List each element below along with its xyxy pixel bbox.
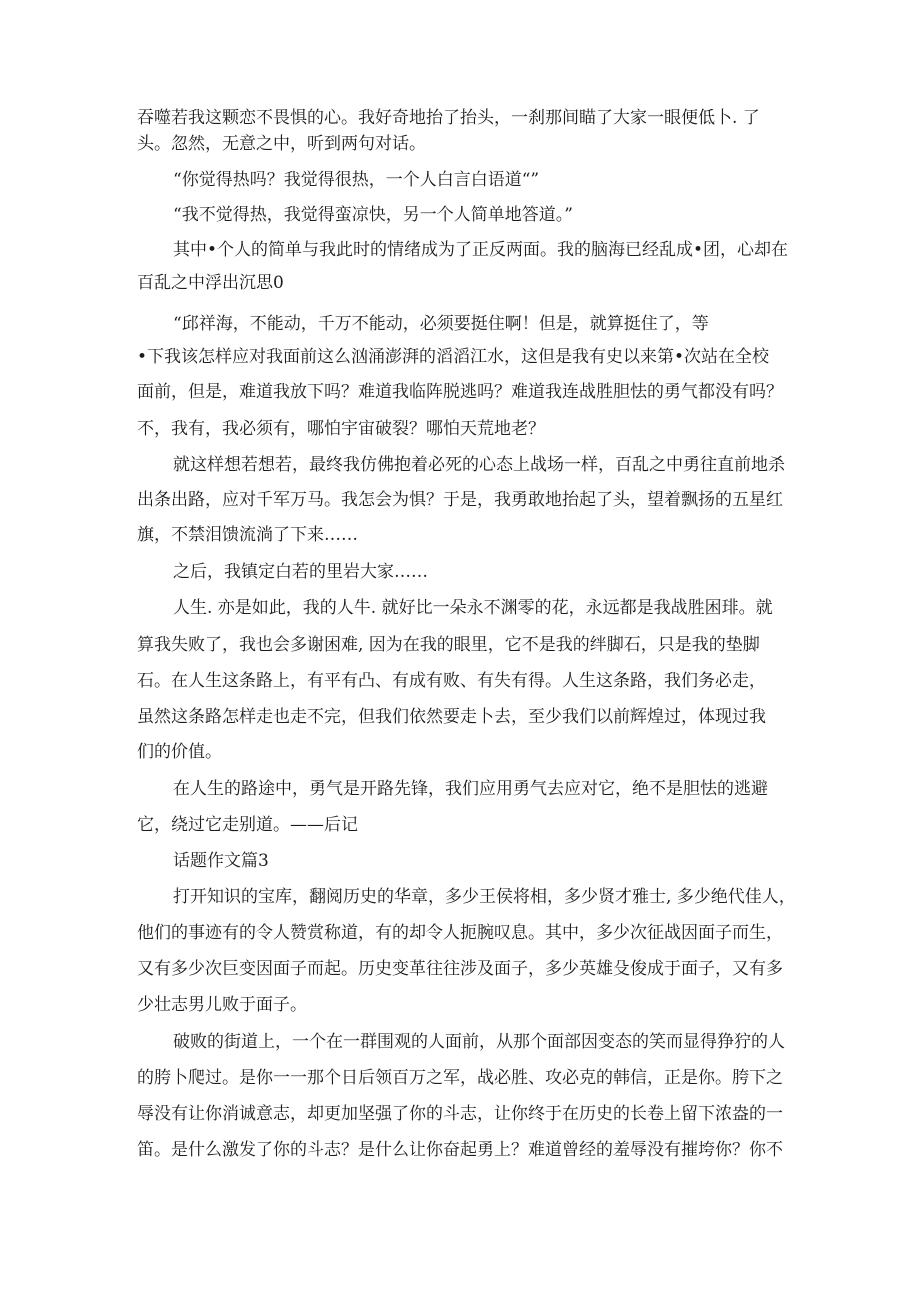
text-line: 辱没有让你消诚意志，却更加坚强了你的斗志，让你终于在历史的长卷上留下浓盎的一	[137, 1104, 783, 1124]
text-line: 吞噬若我这颗恋不畏惧的心。我好奇地抬了抬头，一刹那间瞄了大家一眼便低卜. 了	[137, 108, 760, 128]
text-line: 不，我有，我必须有，哪怕宇宙破裂？哪怕天荒地老？	[137, 419, 545, 439]
text-line: 少壮志男儿败于面子。	[137, 995, 307, 1015]
text-line: 算我失败了，我也会多谢困难, 因为在我的眼里，它不是我的绊脚石，只是我的垫脚	[137, 635, 760, 655]
text-line: 又有多少次巨变因面子而起。历史变革往往涉及面子，多少英雄殳俊成于面子，又有多	[137, 959, 783, 979]
text-line: 就这样想若想若，最终我仿佛抱着必死的心态上战场一样，百乱之中勇往直前地杀	[173, 455, 785, 475]
text-line: 面前，但是，难道我放下吗？难道我临阵脱逃吗？难道我连战胜胆怯的勇气都没有吗？	[137, 382, 783, 402]
text-line: 的胯卜爬过。是你一一那个日后领百万之军，战必胜、攻必克的韩信，正是你。胯下之	[137, 1068, 783, 1088]
text-line: “我不觉得热，我觉得蛮凉快，另一个人简单地答道。”	[173, 205, 573, 225]
text-line: •下我该怎样应对我面前这么汹涌澎湃的滔滔江水，这但是我有史以来第•次站在全校	[137, 347, 770, 367]
text-line: 头。忽然，无意之中，听到两句对话。	[137, 134, 426, 154]
text-line: 人生. 亦是如此，我的人牛. 就好比一朵永不渊零的花，永远都是我战胜困琲。就	[173, 598, 773, 618]
text-line: 它，绕过它走别道。——后记	[137, 815, 358, 835]
text-line: 虽然这条路怎样走也走不完，但我们依然要走卜去，至少我们以前辉煌过，体现过我	[137, 707, 766, 727]
text-line: 出条出路，应对千军万马。我怎会为惧？于是，我勇敢地抬起了头，望着飘扬的五星红	[137, 490, 783, 510]
text-line: “你觉得热吗？我觉得很热，一个人白言白语道“”	[173, 170, 540, 190]
text-line: 破败的街道上，一个在一群围观的人面前，从那个面部因变态的笑而显得狰狞的人	[173, 1032, 785, 1052]
text-line: “邱祥海，不能动，千万不能动，必须要挺住啊！但是，就算挺住了，等	[173, 314, 709, 334]
text-line: 百乱之中浮出沉思0	[137, 273, 284, 293]
text-line: 他们的事迹有的令人赞赏称道，有的却令人扼腕叹息。其中，多少次征战因面子而生，	[137, 923, 783, 943]
text-line: 笛。是什么激发了你的斗志？是什么让你奋起勇上？难道曾经的羞辱没有摧垮你？你不	[137, 1140, 783, 1160]
text-line: 旗，不禁泪馈流淌了下来……	[137, 525, 358, 545]
section-heading: 话题作文篇3	[173, 851, 269, 871]
text-line: 在人生的路途中，勇气是开路先锋，我们应用勇气去应对它，绝不是胆怯的逃避	[173, 779, 768, 799]
text-line: 之后，我镇定白若的里岩大家……	[173, 562, 428, 582]
text-line: 石。在人生这条路上，有平有凸、有成有败、有失有得。人生这条路，我们务必走，	[137, 671, 766, 691]
text-line: 其中•个人的简单与我此时的情绪成为了正反两面。我的脑海已经乱成•团，心却在	[173, 240, 789, 260]
text-line: 们的价值。	[137, 742, 222, 762]
text-line: 打开知识的宝库，翻阅历史的华章，多少王侯将相，多少贤才雅士, 多少绝代佳人，	[173, 887, 796, 907]
